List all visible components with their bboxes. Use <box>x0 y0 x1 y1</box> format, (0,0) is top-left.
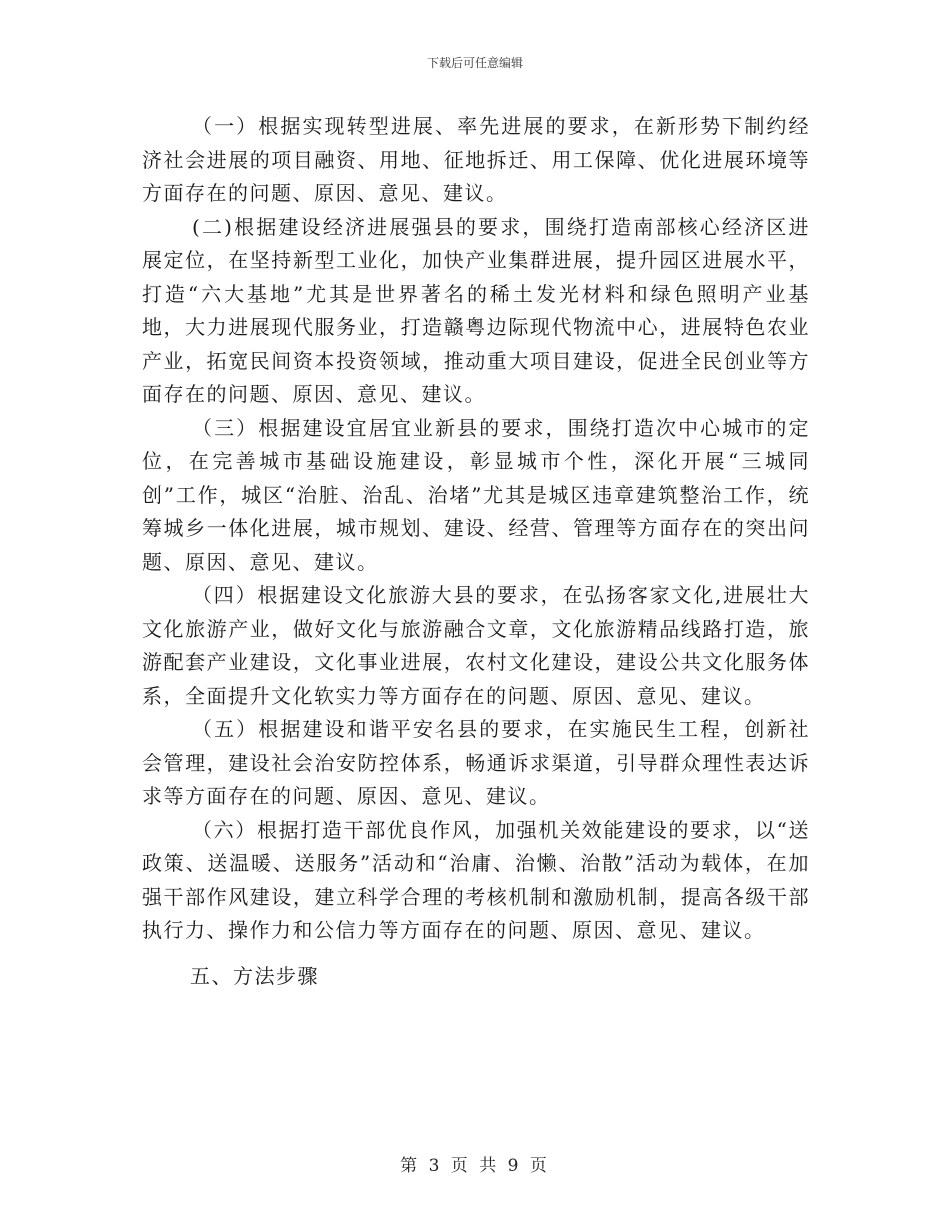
page-footer: 第 3 页 共 9 页 <box>400 1156 550 1176</box>
paragraph-6: （六）根据打造干部优良作风，加强机关效能建设的要求，以“送政策、送温暖、送服务”活动和“治庸、治懒、治散”活动为载体，在加强干部作风建设，建立科学合理的考核机制和激励机制，提高各级干部执行力、操作力和公信力等方面存在的问题、原因、意见、建议。 <box>142 817 810 942</box>
paragraph-2: (二)根据建设经济进展强县的要求，围绕打造南部核心经济区进展定位，在坚持新型工业化，加快产业集群进展，提升园区进展水平，打造“六大基地”尤其是世界著名的稀土发光材料和绿色照明产业基地，大力进展现代服务业，打造赣粤边际现代物流中心，进展特色农业产业，拓宽民间资本投资领域，推动重大项目建设，促进全民创业等方面存在的问题、原因、意见、建议。 <box>142 214 810 406</box>
header-note: 下载后可任意编辑 <box>426 56 523 70</box>
paragraph-1: （一）根据实现转型进展、率先进展的要求，在新形势下制约经济社会进展的项目融资、用地、征地拆迁、用工保障、优化进展环境等方面存在的问题、原因、意见、建议。 <box>142 114 810 205</box>
section-heading: 五、方法步骤 <box>190 963 319 988</box>
paragraph-4: （四）根据建设文化旅游大县的要求，在弘扬客家文化,进展壮大文化旅游产业，做好文化与旅游融合文章，文化旅游精品线路打造，旅游配套产业建设，文化事业进展，农村文化建设，建设公共文化服务体系，全面提升文化软实力等方面存在的问题、原因、意见、建议。 <box>142 583 810 708</box>
document-body <box>142 110 810 993</box>
paragraph-5: （五）根据建设和谐平安名县的要求，在实施民生工程，创新社会管理，建设社会治安防控体系，畅通诉求渠道，引导群众理性表达诉求等方面存在的问题、原因、意见、建议。 <box>142 717 810 808</box>
paragraph-3: （三）根据建设宜居宜业新县的要求，围绕打造次中心城市的定位，在完善城市基础设施建设，彰显城市个性，深化开展“三城同创”工作，城区“治脏、治乱、治堵”尤其是城区违章建筑整治工作，统筹城乡一体化进展，城市规划、建设、经营、管理等方面存在的突出问题、原因、意见、建议。 <box>142 415 810 574</box>
